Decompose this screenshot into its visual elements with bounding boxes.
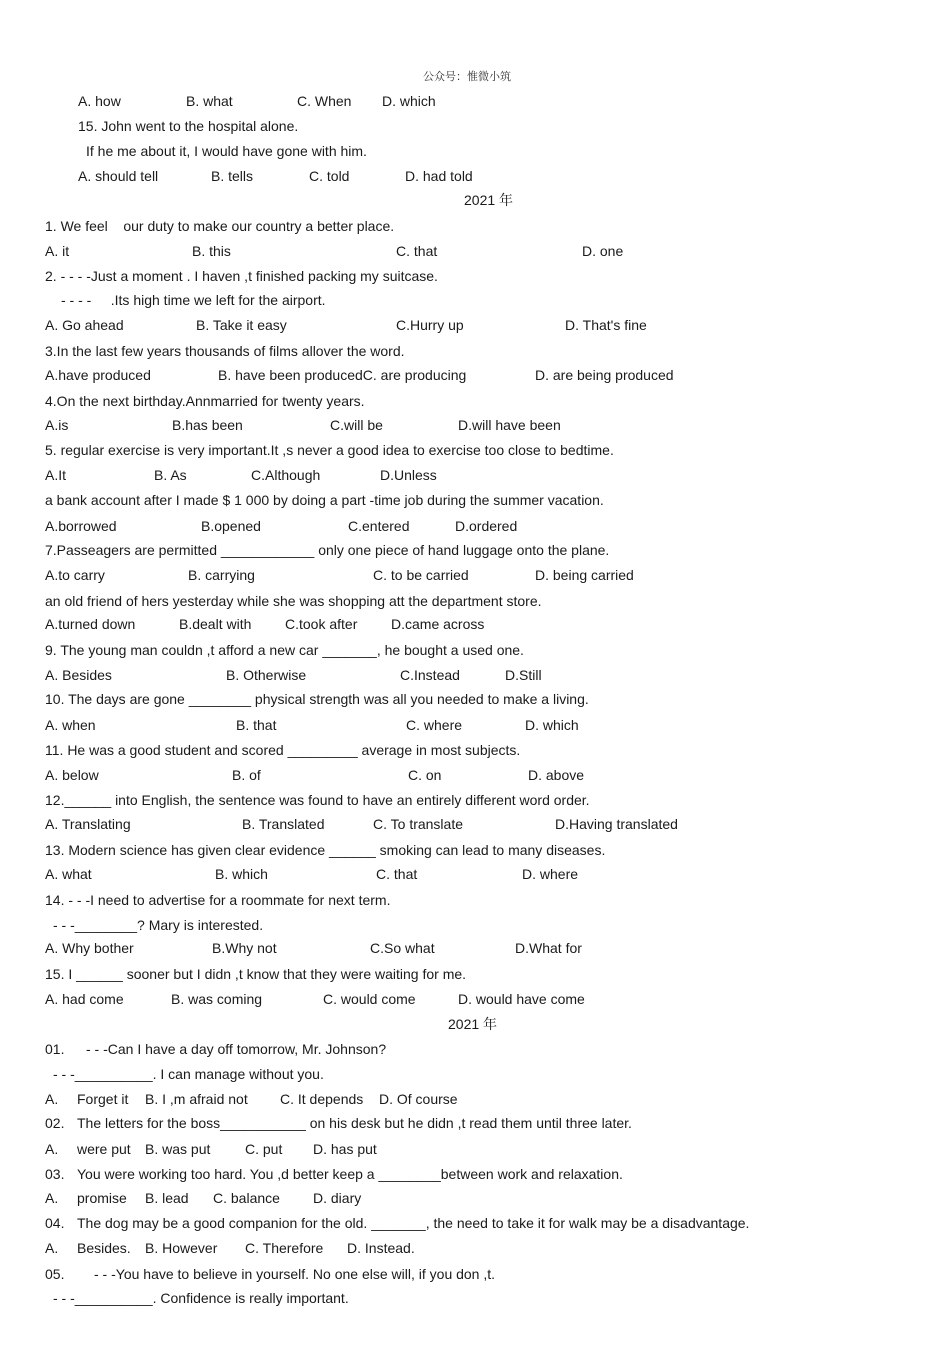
option: B. Take it easy: [196, 317, 287, 333]
option: Besides.: [77, 1240, 131, 1256]
option: D.What for: [515, 940, 582, 956]
option: B. carrying: [188, 567, 255, 583]
option: A. Translating: [45, 816, 131, 832]
option: B. Translated: [242, 816, 325, 832]
option: D. Of course: [379, 1091, 458, 1107]
option: D. which: [382, 93, 436, 109]
question-line: - - -__________. Confidence is really important.: [53, 1290, 349, 1306]
option: A.is: [45, 417, 69, 433]
question-stem: 15. John went to the hospital alone.: [78, 118, 299, 134]
question-stem: 4.On the next birthday.Annmarried for twenty years.: [45, 393, 365, 409]
option: D. where: [522, 866, 579, 882]
question-stem: The dog may be a good companion for the old. _______, the need to take it for walk may be a disadvantage.: [77, 1215, 750, 1231]
question-stem: 13. Modern science has given clear evidence ______ smoking can lead to many diseases.: [45, 842, 606, 858]
option: B.opened: [201, 518, 261, 534]
option: B. have been producedC. are producing: [218, 367, 467, 383]
question-stem: 5. regular exercise is very important.It ,s never a good idea to exercise too close to bedtime.: [45, 442, 614, 458]
option: D. one: [582, 243, 624, 259]
question-number: 04.: [45, 1215, 65, 1231]
option: A. Why bother: [45, 940, 134, 956]
question-line: If he me about it, I would have gone with him.: [86, 143, 367, 159]
option: C.Instead: [400, 667, 460, 683]
option: D.ordered: [455, 518, 518, 534]
option: A. Besides: [45, 667, 112, 683]
option: D. which: [525, 717, 579, 733]
option: C. To translate: [373, 816, 464, 832]
question-stem: 3.In the last few years thousands of films allover the word.: [45, 343, 405, 359]
question-stem: 10. The days are gone ________ physical strength was all you needed to make a living.: [45, 691, 589, 707]
option: D. That's fine: [565, 317, 647, 333]
option: promise: [77, 1190, 127, 1206]
question-stem: 11. He was a good student and scored _________ average in most subjects.: [45, 742, 521, 758]
option: D. has put: [313, 1141, 377, 1157]
option: A. had come: [45, 991, 124, 1007]
question-stem: 12.______ into English, the sentence was found to have an entirely different word order.: [45, 792, 590, 808]
option: D. diary: [313, 1190, 362, 1206]
question-stem: You were working too hard. You ,d better keep a ________between work and relaxation.: [77, 1166, 623, 1182]
option: C. balance: [213, 1190, 280, 1206]
option: C. Therefore: [245, 1240, 324, 1256]
question-number: 02.: [45, 1115, 65, 1131]
option: D.came across: [391, 616, 485, 632]
option: A. what: [45, 866, 92, 882]
option: B. However: [145, 1240, 218, 1256]
option: C. on: [408, 767, 442, 783]
option: A. how: [78, 93, 121, 109]
option: D.will have been: [458, 417, 561, 433]
question-stem: 14. - - -I need to advertise for a roommate for next term.: [45, 892, 391, 908]
option: C. that: [376, 866, 418, 882]
option: B.has been: [172, 417, 243, 433]
option: C.will be: [330, 417, 383, 433]
question-number: 03.: [45, 1166, 65, 1182]
question-stem: 2. - - - -Just a moment . I haven ,t finished packing my suitcase.: [45, 268, 438, 284]
option: C.entered: [348, 518, 410, 534]
option-letter: A.: [45, 1190, 59, 1206]
option: D.Unless: [380, 467, 437, 483]
question-number: 05.: [45, 1266, 65, 1282]
option: B. what: [186, 93, 233, 109]
option: D. are being produced: [535, 367, 674, 383]
question-stem: an old friend of hers yesterday while she was shopping att the department store.: [45, 593, 542, 609]
option: B.Why not: [212, 940, 277, 956]
option: A. it: [45, 243, 70, 259]
option: B. which: [215, 866, 268, 882]
option: C. where: [406, 717, 463, 733]
option: A.It: [45, 467, 67, 483]
option: D. would have come: [458, 991, 585, 1007]
option: A. Go ahead: [45, 317, 124, 333]
option: D. had told: [405, 168, 473, 184]
option: B.dealt with: [179, 616, 252, 632]
option: C.took after: [285, 616, 358, 632]
question-stem: 9. The young man couldn ,t afford a new car _______, he bought a used one.: [45, 642, 524, 658]
option: A.turned down: [45, 616, 136, 632]
option-letter: A.: [45, 1240, 59, 1256]
option-letter: A.: [45, 1091, 59, 1107]
option: A. should tell: [78, 168, 159, 184]
option: C.Although: [251, 467, 321, 483]
question-stem: The letters for the boss___________ on his desk but he didn ,t read them until three later.: [77, 1115, 632, 1131]
option: C. It depends: [280, 1091, 364, 1107]
option: C. When: [297, 93, 352, 109]
question-stem: 15. I ______ sooner but I didn ,t know that they were waiting for me.: [45, 966, 467, 982]
option: C. put: [245, 1141, 283, 1157]
option: D.Having translated: [555, 816, 678, 832]
option: C.Hurry up: [396, 317, 464, 333]
option: B. I ,m afraid not: [145, 1091, 248, 1107]
option: D.Still: [505, 667, 542, 683]
section-year-heading: 2021 年: [464, 192, 514, 208]
option: B. was coming: [171, 991, 263, 1007]
option: C.So what: [370, 940, 435, 956]
option: D. Instead.: [347, 1240, 415, 1256]
option: B. As: [154, 467, 187, 483]
option: A.borrowed: [45, 518, 117, 534]
section-year-heading: 2021 年: [448, 1016, 498, 1032]
question-stem: 1. We feel our duty to make our country a better place.: [45, 218, 395, 234]
header-mark: 公众号：惟微小筑: [423, 71, 511, 83]
option: B. of: [232, 767, 261, 783]
option-letter: A.: [45, 1141, 59, 1157]
option: A.to carry: [45, 567, 105, 583]
question-line: - - -__________. I can manage without you.: [53, 1066, 324, 1082]
option: D. above: [528, 767, 585, 783]
question-stem: - - -Can I have a day off tomorrow, Mr. Johnson?: [86, 1041, 387, 1057]
option: A.have produced: [45, 367, 151, 383]
option: C. would come: [323, 991, 416, 1007]
option: D. being carried: [535, 567, 634, 583]
option: B. that: [236, 717, 277, 733]
question-stem: 7.Passeagers are permitted ____________ only one piece of hand luggage onto the plane.: [45, 542, 610, 558]
option: A. below: [45, 767, 99, 783]
option: were put: [77, 1141, 131, 1157]
option: B. lead: [145, 1190, 189, 1206]
option: C. that: [396, 243, 438, 259]
question-stem: - - -You have to believe in yourself. No one else will, if you don ,t.: [94, 1266, 496, 1282]
option: C. to be carried: [373, 567, 469, 583]
question-number: 01.: [45, 1041, 65, 1057]
question-line: - - - - .Its high time we left for the airport.: [61, 292, 326, 308]
option: B. this: [192, 243, 231, 259]
option: B. was put: [145, 1141, 211, 1157]
question-line: - - -________? Mary is interested.: [53, 917, 264, 933]
option: C. told: [309, 168, 350, 184]
option: B. Otherwise: [226, 667, 307, 683]
option: B. tells: [211, 168, 254, 184]
question-stem: a bank account after I made $ 1 000 by doing a part -time job during the summer vacation.: [45, 492, 604, 508]
option: A. when: [45, 717, 96, 733]
option: Forget it: [77, 1091, 129, 1107]
